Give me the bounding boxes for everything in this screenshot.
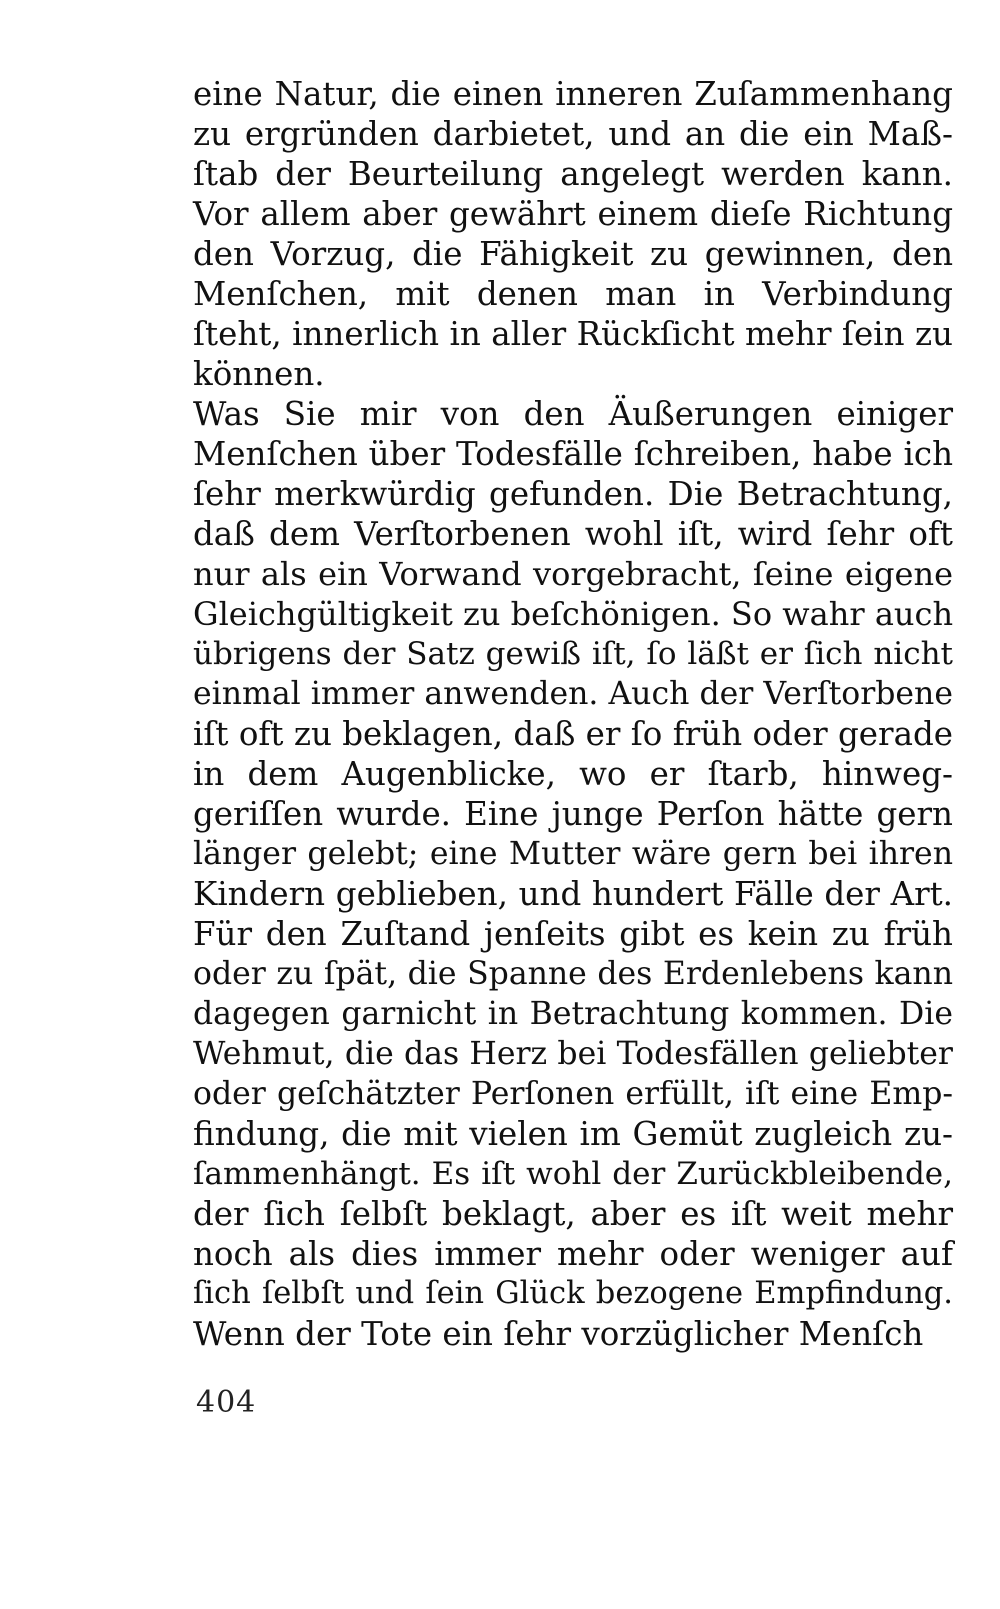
text-line: länger gelebt; eine Mutter wäre gern bei ihren [193, 836, 953, 872]
text-line: Für den Zuſtand jenſeits gibt es kein zu früh [193, 915, 953, 953]
text-line: einmal immer anwenden. Auch der Verſtorbene [193, 676, 953, 712]
text-line: ſammenhängt. Es iſt wohl der Zurückbleibende, [193, 1156, 953, 1192]
text-line: Was Sie mir von den Äußerungen einiger [193, 395, 953, 433]
text-line: zu ergründen darbietet, und an die ein Maß- [193, 115, 953, 153]
text-line: eine Natur, die einen inneren Zuſammenhang [193, 75, 953, 113]
body-text [193, 74, 953, 1354]
text-line: nur als ein Vorwand vorgebracht, ſeine eigene [193, 555, 953, 593]
text-line: findung, die mit vielen im Gemüt zugleich zu- [193, 1115, 953, 1153]
text-line: in dem Augenblicke, wo er ſtarb, hinweg- [193, 755, 953, 793]
text-line: Gleichgültigkeit zu beſchönigen. So wahr auch [193, 595, 954, 633]
text-line: ſich ſelbſt und ſein Glück bezogene Empfindung. [193, 1276, 953, 1311]
text-line: Menſchen, mit denen man in Verbindung [193, 275, 953, 313]
text-line: daß dem Verſtorbenen wohl iſt, wird ſehr oft [193, 515, 953, 553]
text-line: noch als dies immer mehr oder weniger auf [193, 1235, 953, 1273]
text-line: Menſchen über Todesfälle ſchreiben, habe ich [193, 435, 953, 473]
text-line: ſteht, innerlich in aller Rückſicht mehr ſein zu [193, 315, 953, 353]
text-line: iſt oft zu beklagen, daß er ſo früh oder gerade [193, 715, 953, 753]
text-line: ſtab der Beurteilung angelegt werden kann. [193, 155, 953, 193]
text-line: übrigens der Satz gewiß iſt, ſo läßt er ſich nicht [193, 636, 953, 672]
text-line: Wehmut, die das Herz bei Todesfällen geliebter [193, 1036, 953, 1072]
text-line: Wenn der Tote ein ſehr vorzüglicher Menſch [193, 1315, 924, 1353]
text-line: der ſich ſelbſt beklagt, aber es iſt weit mehr [193, 1195, 953, 1233]
text-line: oder geſchätzter Perſonen erfüllt, iſt eine Emp- [193, 1076, 953, 1112]
text-line: Kindern geblieben, und hundert Fälle der Art. [193, 875, 953, 913]
text-line: Vor allem aber gewährt einem dieſe Richtung [193, 195, 953, 233]
page-number: 404 [196, 1385, 257, 1420]
text-line: dagegen garnicht in Betrachtung kommen. Die [193, 996, 953, 1032]
text-line: oder zu ſpät, die Spanne des Erdenlebens kann [193, 956, 953, 992]
text-line: ſehr merkwürdig gefunden. Die Betrachtung, [193, 475, 953, 513]
text-line: können. [193, 355, 325, 393]
text-line: den Vorzug, die Fähigkeit zu gewinnen, den [193, 235, 953, 273]
text-line: geriſſen wurde. Eine junge Perſon hätte gern [193, 795, 953, 833]
